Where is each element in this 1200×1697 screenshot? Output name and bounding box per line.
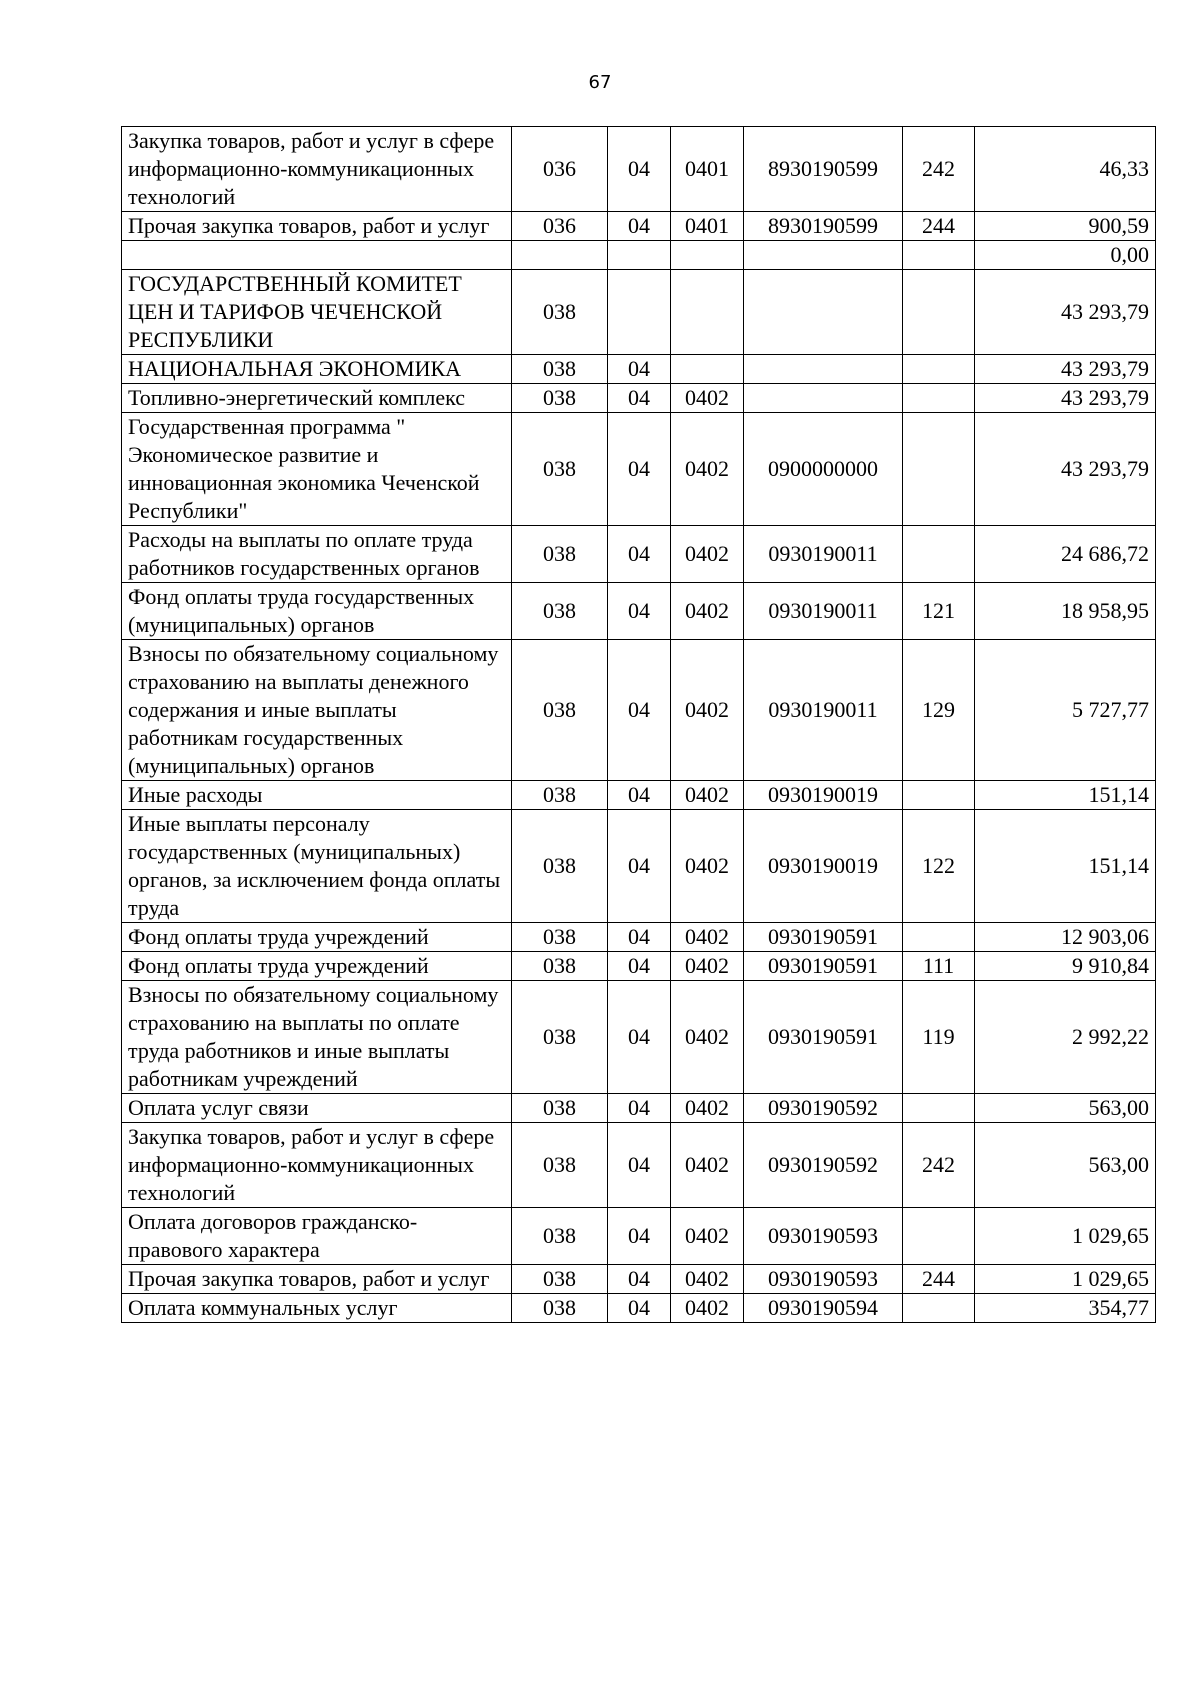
table-row (122, 1265, 1156, 1294)
row-subsection-code: 0401 (671, 127, 744, 212)
row-amount: 900,59 (975, 212, 1156, 241)
row-admin-code: 038 (512, 384, 608, 413)
row-admin-code (512, 241, 608, 270)
row-expense-type: 242 (903, 127, 975, 212)
row-section-code: 04 (608, 212, 671, 241)
table-row (122, 212, 1156, 241)
row-amount: 151,14 (975, 810, 1156, 923)
row-target-code: 0900000000 (744, 413, 903, 526)
row-section-code: 04 (608, 981, 671, 1094)
row-amount: 2 992,22 (975, 981, 1156, 1094)
row-target-code: 0930190592 (744, 1094, 903, 1123)
row-target-code (744, 355, 903, 384)
row-admin-code: 038 (512, 526, 608, 583)
row-section-code: 04 (608, 640, 671, 781)
row-subsection-code: 0402 (671, 923, 744, 952)
row-section-code: 04 (608, 1294, 671, 1323)
row-target-code: 0930190591 (744, 981, 903, 1094)
row-admin-code: 038 (512, 810, 608, 923)
row-name: Прочая закупка товаров, работ и услуг (122, 1265, 512, 1294)
row-admin-code: 038 (512, 981, 608, 1094)
table-row (122, 127, 1156, 212)
row-subsection-code: 0401 (671, 212, 744, 241)
row-expense-type (903, 355, 975, 384)
row-target-code: 0930190011 (744, 583, 903, 640)
row-name: НАЦИОНАЛЬНАЯ ЭКОНОМИКА (122, 355, 512, 384)
row-amount: 9 910,84 (975, 952, 1156, 981)
row-name (122, 241, 512, 270)
row-expense-type: 111 (903, 952, 975, 981)
row-subsection-code (671, 241, 744, 270)
row-admin-code: 038 (512, 1123, 608, 1208)
row-target-code: 0930190592 (744, 1123, 903, 1208)
row-section-code: 04 (608, 1265, 671, 1294)
row-amount: 24 686,72 (975, 526, 1156, 583)
row-target-code: 0930190591 (744, 952, 903, 981)
row-section-code: 04 (608, 952, 671, 981)
row-section-code: 04 (608, 781, 671, 810)
row-subsection-code: 0402 (671, 1265, 744, 1294)
row-name: Государственная программа " Экономическое развитие и инновационная экономика Чеченской Республики" (122, 413, 512, 526)
row-amount: 46,33 (975, 127, 1156, 212)
row-expense-type: 244 (903, 1265, 975, 1294)
row-name: Фонд оплаты труда учреждений (122, 952, 512, 981)
row-target-code: 0930190011 (744, 526, 903, 583)
row-expense-type (903, 270, 975, 355)
row-subsection-code: 0402 (671, 810, 744, 923)
row-admin-code: 038 (512, 355, 608, 384)
row-target-code: 8930190599 (744, 212, 903, 241)
row-admin-code: 036 (512, 212, 608, 241)
row-amount: 563,00 (975, 1123, 1156, 1208)
row-name: Иные расходы (122, 781, 512, 810)
row-admin-code: 038 (512, 583, 608, 640)
row-admin-code: 038 (512, 413, 608, 526)
row-expense-type: 129 (903, 640, 975, 781)
table-row (122, 640, 1156, 781)
table-row (122, 1294, 1156, 1323)
row-amount: 563,00 (975, 1094, 1156, 1123)
row-expense-type (903, 781, 975, 810)
row-admin-code: 036 (512, 127, 608, 212)
row-subsection-code: 0402 (671, 1294, 744, 1323)
row-target-code: 0930190591 (744, 923, 903, 952)
table-row (122, 355, 1156, 384)
row-admin-code: 038 (512, 923, 608, 952)
row-target-code (744, 384, 903, 413)
table-row (122, 1123, 1156, 1208)
table-row (122, 270, 1156, 355)
row-name: Фонд оплаты труда государственных (муниципальных) органов (122, 583, 512, 640)
table-row (122, 1094, 1156, 1123)
row-section-code: 04 (608, 923, 671, 952)
table-row (122, 241, 1156, 270)
row-name: ГОСУДАРСТВЕННЫЙ КОМИТЕТ ЦЕН И ТАРИФОВ ЧЕЧЕНСКОЙ РЕСПУБЛИКИ (122, 270, 512, 355)
row-expense-type (903, 1208, 975, 1265)
table-row (122, 526, 1156, 583)
row-expense-type (903, 923, 975, 952)
row-amount: 43 293,79 (975, 413, 1156, 526)
row-expense-type: 121 (903, 583, 975, 640)
row-amount: 1 029,65 (975, 1208, 1156, 1265)
row-subsection-code: 0402 (671, 1208, 744, 1265)
row-section-code: 04 (608, 810, 671, 923)
row-target-code (744, 241, 903, 270)
table-row (122, 923, 1156, 952)
row-name: Взносы по обязательному социальному страхованию на выплаты по оплате труда работников и иные выплаты работникам учреждений (122, 981, 512, 1094)
row-admin-code: 038 (512, 1094, 608, 1123)
row-section-code: 04 (608, 583, 671, 640)
row-amount: 5 727,77 (975, 640, 1156, 781)
page-number: 67 (588, 72, 612, 93)
row-target-code: 0930190019 (744, 810, 903, 923)
row-section-code: 04 (608, 384, 671, 413)
row-name: Взносы по обязательному социальному страхованию на выплаты денежного содержания и иные выплаты работникам государственных (муниципальных) органов (122, 640, 512, 781)
row-name: Оплата коммунальных услуг (122, 1294, 512, 1323)
row-name: Закупка товаров, работ и услуг в сфере информационно-коммуникационных технологий (122, 127, 512, 212)
row-name: Оплата договоров гражданско-правового характера (122, 1208, 512, 1265)
row-section-code (608, 241, 671, 270)
row-subsection-code: 0402 (671, 640, 744, 781)
row-target-code: 0930190019 (744, 781, 903, 810)
table-row (122, 952, 1156, 981)
table-row (122, 384, 1156, 413)
row-name: Иные выплаты персоналу государственных (муниципальных) органов, за исключением фонда оплаты труда (122, 810, 512, 923)
row-amount: 354,77 (975, 1294, 1156, 1323)
row-amount: 12 903,06 (975, 923, 1156, 952)
budget-table-body (122, 127, 1156, 1323)
row-amount: 0,00 (975, 241, 1156, 270)
row-subsection-code: 0402 (671, 1123, 744, 1208)
row-target-code: 0930190011 (744, 640, 903, 781)
row-amount: 1 029,65 (975, 1265, 1156, 1294)
table-row (122, 781, 1156, 810)
row-name: Оплата услуг связи (122, 1094, 512, 1123)
row-expense-type (903, 1294, 975, 1323)
row-section-code (608, 270, 671, 355)
row-amount: 43 293,79 (975, 355, 1156, 384)
row-target-code (744, 270, 903, 355)
row-subsection-code (671, 355, 744, 384)
row-admin-code: 038 (512, 1265, 608, 1294)
row-target-code: 0930190593 (744, 1265, 903, 1294)
row-expense-type (903, 384, 975, 413)
row-section-code: 04 (608, 1123, 671, 1208)
row-target-code: 8930190599 (744, 127, 903, 212)
row-name: Топливно-энергетический комплекс (122, 384, 512, 413)
row-subsection-code: 0402 (671, 981, 744, 1094)
budget-table (121, 126, 1156, 1323)
row-amount: 43 293,79 (975, 384, 1156, 413)
row-expense-type: 242 (903, 1123, 975, 1208)
row-subsection-code: 0402 (671, 781, 744, 810)
row-section-code: 04 (608, 413, 671, 526)
row-amount: 151,14 (975, 781, 1156, 810)
row-admin-code: 038 (512, 1208, 608, 1265)
row-subsection-code: 0402 (671, 413, 744, 526)
row-amount: 43 293,79 (975, 270, 1156, 355)
row-target-code: 0930190593 (744, 1208, 903, 1265)
row-section-code: 04 (608, 355, 671, 384)
row-section-code: 04 (608, 1208, 671, 1265)
row-name: Прочая закупка товаров, работ и услуг (122, 212, 512, 241)
row-name: Закупка товаров, работ и услуг в сфере информационно-коммуникационных технологий (122, 1123, 512, 1208)
row-expense-type: 119 (903, 981, 975, 1094)
row-admin-code: 038 (512, 1294, 608, 1323)
row-name: Фонд оплаты труда учреждений (122, 923, 512, 952)
table-row (122, 810, 1156, 923)
row-section-code: 04 (608, 526, 671, 583)
row-target-code: 0930190594 (744, 1294, 903, 1323)
row-amount: 18 958,95 (975, 583, 1156, 640)
row-subsection-code (671, 270, 744, 355)
table-row (122, 1208, 1156, 1265)
row-expense-type: 244 (903, 212, 975, 241)
row-subsection-code: 0402 (671, 583, 744, 640)
row-expense-type (903, 413, 975, 526)
row-section-code: 04 (608, 1094, 671, 1123)
table-row (122, 583, 1156, 640)
row-subsection-code: 0402 (671, 384, 744, 413)
row-subsection-code: 0402 (671, 952, 744, 981)
row-subsection-code: 0402 (671, 1094, 744, 1123)
row-subsection-code: 0402 (671, 526, 744, 583)
row-expense-type (903, 241, 975, 270)
row-expense-type (903, 526, 975, 583)
row-admin-code: 038 (512, 952, 608, 981)
row-admin-code: 038 (512, 270, 608, 355)
row-expense-type: 122 (903, 810, 975, 923)
row-admin-code: 038 (512, 781, 608, 810)
table-row (122, 981, 1156, 1094)
table-row (122, 413, 1156, 526)
row-section-code: 04 (608, 127, 671, 212)
row-name: Расходы на выплаты по оплате труда работников государственных органов (122, 526, 512, 583)
row-admin-code: 038 (512, 640, 608, 781)
row-expense-type (903, 1094, 975, 1123)
